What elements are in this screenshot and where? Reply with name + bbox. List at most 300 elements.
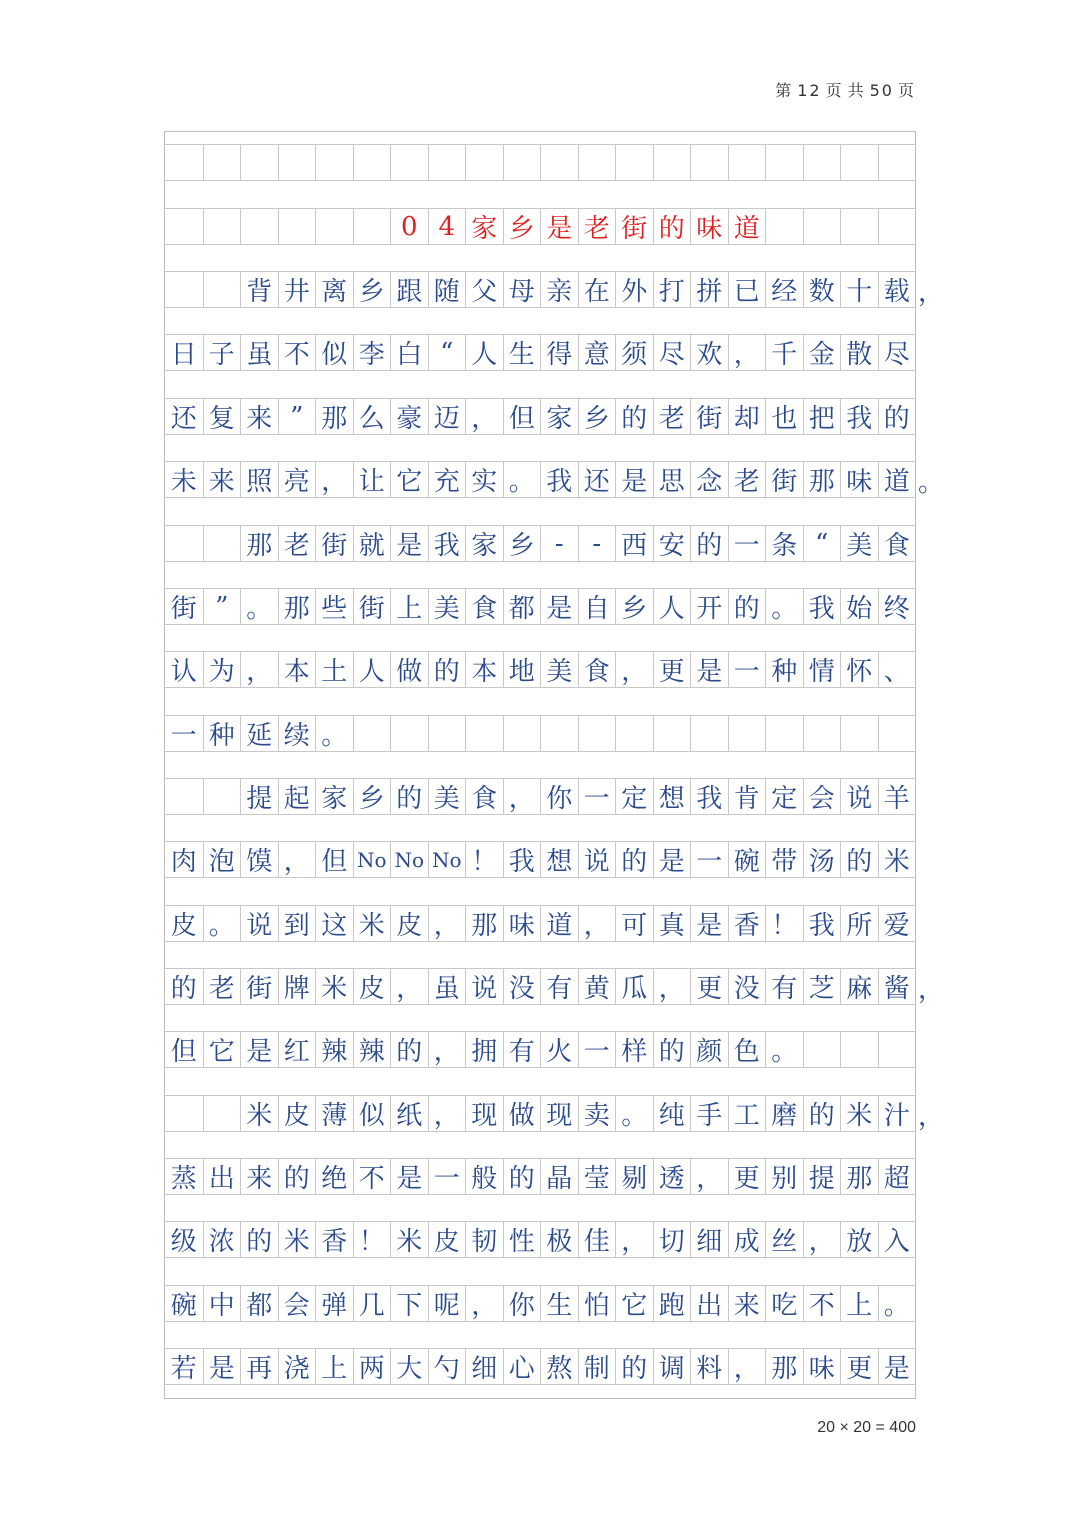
text-row <box>165 461 915 498</box>
grid-cell <box>765 144 803 181</box>
grid-cell: 没 <box>503 968 541 1005</box>
grid-cell <box>390 715 428 752</box>
grid-cell: 的 <box>878 398 916 435</box>
grid-cell <box>840 1031 878 1068</box>
grid-cell: 的 <box>428 651 466 688</box>
grid-cell: 街 <box>615 208 653 245</box>
grid-cell <box>503 715 541 752</box>
grid-cell <box>315 208 353 245</box>
grid-cell: 人 <box>653 588 691 625</box>
text-row <box>165 905 915 942</box>
grid-cell: ， <box>315 461 353 498</box>
grid-cell: 几 <box>353 1285 391 1322</box>
grid-cell: 皮 <box>353 968 391 1005</box>
grid-cell: 家 <box>465 208 503 245</box>
grid-cell <box>728 715 766 752</box>
grid-cell <box>390 144 428 181</box>
grid-cell: 极 <box>540 1221 578 1258</box>
grid-cell: ， <box>728 1348 766 1385</box>
grid-cell: 放 <box>840 1221 878 1258</box>
grid-cell: 呢 <box>428 1285 466 1322</box>
text-row <box>165 144 915 181</box>
grid-cell: 乡 <box>578 398 616 435</box>
grid-cell <box>165 778 203 815</box>
grid-cell <box>840 208 878 245</box>
grid-cell: 欢 <box>690 334 728 371</box>
grid-cell: 念 <box>690 461 728 498</box>
grid-cell: 上 <box>840 1285 878 1322</box>
grid-cell: 韧 <box>465 1221 503 1258</box>
grid-cell: 两 <box>353 1348 391 1385</box>
grid-cell: 是 <box>690 651 728 688</box>
grid-cell: 入 <box>878 1221 916 1258</box>
grid-cell: 辣 <box>315 1031 353 1068</box>
grid-cell: 米 <box>878 841 916 878</box>
grid-cell: 般 <box>465 1158 503 1195</box>
grid-cell: 皮 <box>165 905 203 942</box>
grid-cell: 但 <box>503 398 541 435</box>
grid-cell <box>578 715 616 752</box>
grid-cell: 提 <box>803 1158 841 1195</box>
grid-cell: 是 <box>615 461 653 498</box>
grid-cell: 佳 <box>578 1221 616 1258</box>
grid-cell: 乡 <box>503 525 541 562</box>
grid-cell: 。 <box>878 1285 916 1322</box>
grid-cell: 开 <box>690 588 728 625</box>
grid-cell: 绝 <box>315 1158 353 1195</box>
grid-cell: 就 <box>353 525 391 562</box>
grid-cell: 提 <box>240 778 278 815</box>
grid-cell: 你 <box>540 778 578 815</box>
grid-cell: 本 <box>278 651 316 688</box>
margin-punctuation: ， <box>918 1102 945 1132</box>
grid-cell: 你 <box>503 1285 541 1322</box>
grid-cell: 更 <box>653 651 691 688</box>
grid-cell: 细 <box>465 1348 503 1385</box>
grid-cell: 所 <box>840 905 878 942</box>
grid-cell: 我 <box>503 841 541 878</box>
grid-cell: 是 <box>653 841 691 878</box>
grid-cell <box>353 715 391 752</box>
grid-cell: ， <box>465 398 503 435</box>
grid-cell <box>540 715 578 752</box>
margin-punctuation: ， <box>918 278 945 308</box>
grid-cell: 。 <box>315 715 353 752</box>
grid-cell: 味 <box>690 208 728 245</box>
grid-cell: 碗 <box>728 841 766 878</box>
grid-cell: 的 <box>615 1348 653 1385</box>
grid-cell: 。 <box>203 905 241 942</box>
grid-cell: 香 <box>315 1221 353 1258</box>
grid-cell: 白 <box>390 334 428 371</box>
grid-cell: 子 <box>203 334 241 371</box>
grid-cell: 让 <box>353 461 391 498</box>
text-row <box>165 1031 915 1068</box>
grid-cell: 香 <box>728 905 766 942</box>
grid-cell: 的 <box>653 208 691 245</box>
grid-cell: 纸 <box>390 1095 428 1132</box>
grid-cell: 我 <box>840 398 878 435</box>
title-row <box>165 208 915 245</box>
grid-cell: 亮 <box>278 461 316 498</box>
grid-cell: 制 <box>578 1348 616 1385</box>
text-row <box>165 1158 915 1195</box>
grid-cell: 黄 <box>578 968 616 1005</box>
grid-cell: 的 <box>615 841 653 878</box>
grid-cell: 父 <box>465 271 503 308</box>
grid-cell: “ <box>803 525 841 562</box>
grid-cell: ， <box>428 1031 466 1068</box>
grid-cell: 乡 <box>353 778 391 815</box>
grid-cell: 酱 <box>878 968 916 1005</box>
grid-cell: 不 <box>278 334 316 371</box>
grid-cell <box>803 208 841 245</box>
grid-cell <box>878 715 916 752</box>
grid-cell: 街 <box>165 588 203 625</box>
text-row <box>165 334 915 371</box>
grid-cell <box>578 144 616 181</box>
grid-cell <box>203 144 241 181</box>
grid-cell: 生 <box>503 334 541 371</box>
grid-cell: 工 <box>728 1095 766 1132</box>
grid-cell: 街 <box>315 525 353 562</box>
grid-cell: 真 <box>653 905 691 942</box>
grid-cell: ， <box>615 651 653 688</box>
grid-cell: 不 <box>353 1158 391 1195</box>
grid-cell: ， <box>390 968 428 1005</box>
grid-cell: 成 <box>728 1221 766 1258</box>
grid-cell <box>278 144 316 181</box>
grid-cell: 终 <box>878 588 916 625</box>
grid-cell: 我 <box>428 525 466 562</box>
grid-cell: 。 <box>615 1095 653 1132</box>
grid-cell: ” <box>203 588 241 625</box>
grid-cell: 那 <box>803 461 841 498</box>
grid-cell: 。 <box>503 461 541 498</box>
grid-cell: 会 <box>278 1285 316 1322</box>
grid-cell: 现 <box>540 1095 578 1132</box>
grid-cell: 说 <box>465 968 503 1005</box>
grid-cell <box>803 715 841 752</box>
grid-cell: 味 <box>840 461 878 498</box>
grid-cell: 更 <box>728 1158 766 1195</box>
grid-cell <box>165 208 203 245</box>
grid-cell: 麻 <box>840 968 878 1005</box>
grid-cell: 超 <box>878 1158 916 1195</box>
grid-cell: 离 <box>315 271 353 308</box>
text-row <box>165 651 915 688</box>
grid-cell: 有 <box>503 1031 541 1068</box>
grid-cell: 街 <box>240 968 278 1005</box>
grid-cell <box>165 1095 203 1132</box>
grid-cell: 街 <box>690 398 728 435</box>
grid-cell: 出 <box>203 1158 241 1195</box>
grid-cell: 虽 <box>428 968 466 1005</box>
grid-cell <box>465 715 503 752</box>
grid-cell: 可 <box>615 905 653 942</box>
grid-cell: ， <box>690 1158 728 1195</box>
grid-cell: 的 <box>690 525 728 562</box>
grid-cell: 乡 <box>615 588 653 625</box>
grid-cell: 李 <box>353 334 391 371</box>
grid-cell: 丝 <box>765 1221 803 1258</box>
grid-cell <box>503 144 541 181</box>
grid-cell: 定 <box>615 778 653 815</box>
grid-cell: 心 <box>503 1348 541 1385</box>
grid-cell: 芝 <box>803 968 841 1005</box>
grid-cell: 我 <box>690 778 728 815</box>
grid-cell: 尽 <box>653 334 691 371</box>
grid-cell: 拥 <box>465 1031 503 1068</box>
grid-cell: 认 <box>165 651 203 688</box>
page-number: 第 12 页 共 50 页 <box>775 81 916 100</box>
grid-cell: 一 <box>578 778 616 815</box>
grid-cell: 这 <box>315 905 353 942</box>
grid-cell: 意 <box>578 334 616 371</box>
grid-cell: 的 <box>240 1221 278 1258</box>
text-row <box>165 841 915 878</box>
grid-cell: 、 <box>878 651 916 688</box>
grid-cell <box>428 715 466 752</box>
grid-cell: 莹 <box>578 1158 616 1195</box>
grid-cell: 。 <box>765 1031 803 1068</box>
grid-cell: ， <box>728 334 766 371</box>
grid-cell: 自 <box>578 588 616 625</box>
grid-cell: 都 <box>503 588 541 625</box>
grid-cell: 怀 <box>840 651 878 688</box>
grid-cell: 它 <box>615 1285 653 1322</box>
grid-cell: 道 <box>728 208 766 245</box>
grid-cell: 在 <box>578 271 616 308</box>
grid-cell: 是 <box>390 525 428 562</box>
grid-cell: 地 <box>503 651 541 688</box>
grid-cell: 怕 <box>578 1285 616 1322</box>
grid-cell: 0 <box>390 208 428 245</box>
grid-cell: 食 <box>878 525 916 562</box>
grid-cell: 大 <box>390 1348 428 1385</box>
grid-cell: 皮 <box>428 1221 466 1258</box>
grid-cell: No <box>353 841 391 878</box>
grid-cell: 美 <box>840 525 878 562</box>
grid-cell: 调 <box>653 1348 691 1385</box>
grid-cell: 食 <box>578 651 616 688</box>
grid-cell: 一 <box>728 525 766 562</box>
grid-cell: 我 <box>803 905 841 942</box>
grid-cell: 碗 <box>165 1285 203 1322</box>
grid-cell: 有 <box>540 968 578 1005</box>
text-row <box>165 1348 915 1385</box>
grid-cell: ！ <box>765 905 803 942</box>
grid-cell: 汁 <box>878 1095 916 1132</box>
grid-cell: 随 <box>428 271 466 308</box>
grid-cell: 再 <box>240 1348 278 1385</box>
grid-cell: 拼 <box>690 271 728 308</box>
grid-cell: 的 <box>615 398 653 435</box>
grid-cell <box>353 144 391 181</box>
grid-cell: 它 <box>390 461 428 498</box>
grid-cell: 上 <box>315 1348 353 1385</box>
grid-cell: 上 <box>390 588 428 625</box>
grid-cell: 的 <box>390 778 428 815</box>
text-row <box>165 588 915 625</box>
grid-cell <box>878 208 916 245</box>
grid-cell: 老 <box>653 398 691 435</box>
grid-cell <box>690 144 728 181</box>
grid-cell: 浓 <box>203 1221 241 1258</box>
grid-cell: 的 <box>390 1031 428 1068</box>
grid-cell: - <box>578 525 616 562</box>
grid-cell: 是 <box>203 1348 241 1385</box>
grid-cell: 的 <box>728 588 766 625</box>
grid-cell <box>203 1095 241 1132</box>
grid-cell <box>240 208 278 245</box>
grid-cell <box>203 778 241 815</box>
grid-cell: 十 <box>840 271 878 308</box>
grid-cell <box>278 208 316 245</box>
grid-cell: ， <box>278 841 316 878</box>
grid-cell: 种 <box>765 651 803 688</box>
grid-cell: 我 <box>540 461 578 498</box>
grid-cell <box>165 525 203 562</box>
grid-cell: 老 <box>278 525 316 562</box>
grid-cell: 会 <box>803 778 841 815</box>
grid-cell: 它 <box>203 1031 241 1068</box>
text-row <box>165 525 915 562</box>
grid-cell: 条 <box>765 525 803 562</box>
grid-cell: 纯 <box>653 1095 691 1132</box>
grid-cell: 样 <box>615 1031 653 1068</box>
grid-cell: 经 <box>765 271 803 308</box>
grid-cell: ， <box>240 651 278 688</box>
grid-cell: 牌 <box>278 968 316 1005</box>
grid-cell: 辣 <box>353 1031 391 1068</box>
grid-cell: 安 <box>653 525 691 562</box>
text-row <box>165 1221 915 1258</box>
grid-cell: 。 <box>240 588 278 625</box>
grid-cell: 生 <box>540 1285 578 1322</box>
grid-cell: 想 <box>540 841 578 878</box>
grid-cell: 我 <box>803 588 841 625</box>
grid-cell: 外 <box>615 271 653 308</box>
grid-cell: 是 <box>690 905 728 942</box>
grid-cell: 味 <box>803 1348 841 1385</box>
grid-cell: 肉 <box>165 841 203 878</box>
grid-cell: 泡 <box>203 841 241 878</box>
grid-cell: 食 <box>465 778 503 815</box>
grid-cell: 亲 <box>540 271 578 308</box>
grid-cell: 薄 <box>315 1095 353 1132</box>
grid-cell: 已 <box>728 271 766 308</box>
grid-cell: 但 <box>315 841 353 878</box>
grid-cell <box>540 144 578 181</box>
grid-cell: 照 <box>240 461 278 498</box>
grid-cell: 羊 <box>878 778 916 815</box>
grid-cell: 道 <box>878 461 916 498</box>
grid-cell <box>803 1031 841 1068</box>
text-row <box>165 715 915 752</box>
grid-cell: 的 <box>165 968 203 1005</box>
grid-cell <box>728 144 766 181</box>
grid-cell: No <box>428 841 466 878</box>
grid-cell: 街 <box>765 461 803 498</box>
grid-cell: 的 <box>278 1158 316 1195</box>
grid-cell: 人 <box>465 334 503 371</box>
grid-cell <box>465 144 503 181</box>
grid-cell: “ <box>428 334 466 371</box>
grid-cell: 尽 <box>878 334 916 371</box>
grid-cell: 米 <box>278 1221 316 1258</box>
grid-cell <box>878 1031 916 1068</box>
grid-cell: 人 <box>353 651 391 688</box>
grid-cell: 现 <box>465 1095 503 1132</box>
grid-cell: 瓜 <box>615 968 653 1005</box>
grid-cell: 实 <box>465 461 503 498</box>
grid-cell: 是 <box>540 208 578 245</box>
grid-cell <box>878 144 916 181</box>
grid-cell: 老 <box>203 968 241 1005</box>
text-row <box>165 968 915 1005</box>
text-row <box>165 398 915 435</box>
grid-cell: 虽 <box>240 334 278 371</box>
grid-cell: ， <box>503 778 541 815</box>
grid-cell <box>765 715 803 752</box>
grid-cell: 还 <box>578 461 616 498</box>
grid-cell: 金 <box>803 334 841 371</box>
grid-cell <box>803 144 841 181</box>
grid-cell: ， <box>653 968 691 1005</box>
grid-cell: 想 <box>653 778 691 815</box>
grid-cell: 豪 <box>390 398 428 435</box>
grid-cell: 一 <box>428 1158 466 1195</box>
grid-cell: 始 <box>840 588 878 625</box>
grid-cell: ！ <box>465 841 503 878</box>
grid-cell: ， <box>465 1285 503 1322</box>
grid-cell: 的 <box>503 1158 541 1195</box>
grid-cell: 是 <box>390 1158 428 1195</box>
grid-cell: 米 <box>353 905 391 942</box>
grid-cell: 晶 <box>540 1158 578 1195</box>
grid-cell: 肯 <box>728 778 766 815</box>
grid-cell: 米 <box>315 968 353 1005</box>
grid-cell: 是 <box>240 1031 278 1068</box>
grid-cell: 色 <box>728 1031 766 1068</box>
grid-cell: 切 <box>653 1221 691 1258</box>
grid-cell: 是 <box>540 588 578 625</box>
grid-cell: 馍 <box>240 841 278 878</box>
grid-cell: 蒸 <box>165 1158 203 1195</box>
grid-cell <box>240 144 278 181</box>
grid-cell: 须 <box>615 334 653 371</box>
grid-cell: 背 <box>240 271 278 308</box>
grid-cell: 米 <box>840 1095 878 1132</box>
grid-cell: ， <box>578 905 616 942</box>
grid-cell: 还 <box>165 398 203 435</box>
grid-cell: 也 <box>765 398 803 435</box>
grid-cell: 一 <box>578 1031 616 1068</box>
grid-cell: 是 <box>878 1348 916 1385</box>
grid-cell: ， <box>803 1221 841 1258</box>
grid-cell: 说 <box>840 778 878 815</box>
grid-cell: 汤 <box>803 841 841 878</box>
grid-cell: 红 <box>278 1031 316 1068</box>
grid-cell: 味 <box>503 905 541 942</box>
grid-size-note: 20 × 20 = 400 <box>817 1419 916 1436</box>
grid-cell: 做 <box>390 651 428 688</box>
grid-cell: 别 <box>765 1158 803 1195</box>
grid-cell: 跑 <box>653 1285 691 1322</box>
grid-cell: 老 <box>578 208 616 245</box>
grid-cell: 细 <box>690 1221 728 1258</box>
